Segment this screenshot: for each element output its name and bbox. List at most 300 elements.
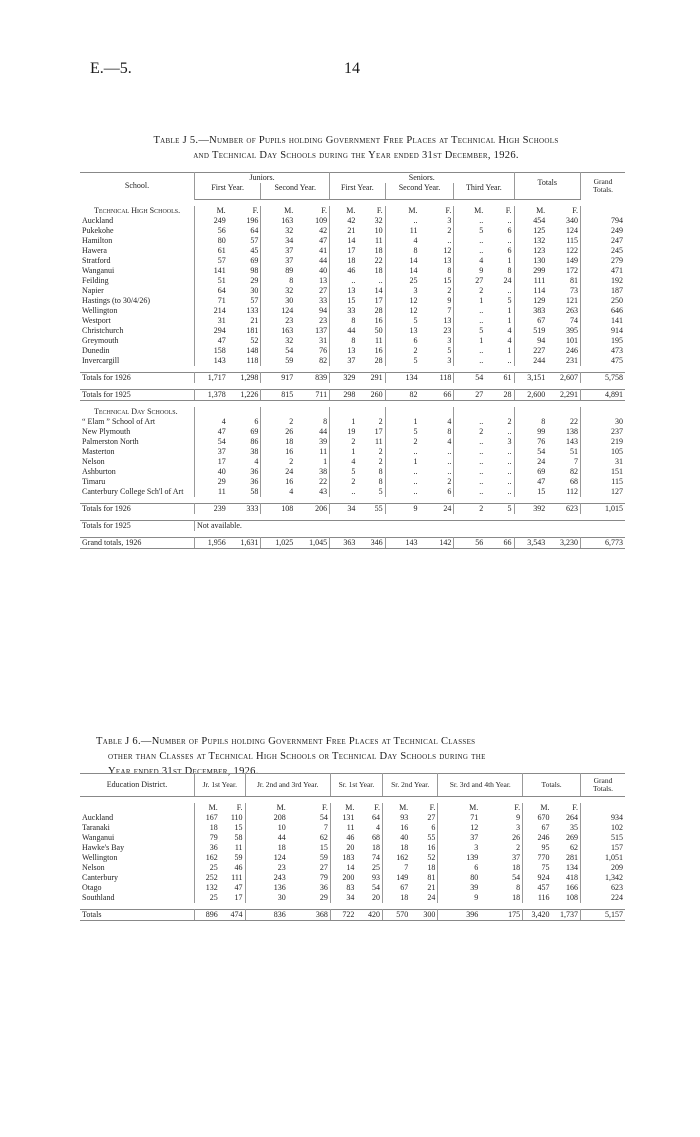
cell: 815: [261, 390, 295, 401]
cell: 368: [288, 910, 331, 921]
cell: 18: [480, 893, 522, 903]
cell: 6,773: [581, 538, 626, 549]
cell: 137: [295, 326, 329, 336]
cell: 30: [277, 893, 286, 902]
cell: 93: [400, 813, 409, 822]
cell: 111: [220, 873, 245, 883]
cell: 2,600: [514, 390, 547, 401]
row-label: “ Elam ” School of Art: [80, 417, 195, 427]
cell: 245: [611, 246, 623, 255]
cell: 69: [537, 467, 546, 476]
cell: 9: [474, 893, 479, 902]
cell: ..: [479, 487, 484, 496]
cell: 89: [285, 266, 294, 275]
cell: 6: [485, 246, 514, 256]
cell: ..: [413, 477, 418, 486]
cell: 55: [357, 504, 385, 515]
cell: 299: [533, 266, 546, 275]
cell: 8: [357, 477, 385, 487]
cell: 18: [285, 437, 294, 446]
empty-cell: [514, 407, 547, 417]
cell: 129: [533, 296, 546, 305]
cell: 15: [220, 823, 245, 833]
cell: 2: [289, 417, 294, 426]
row-label: Nelson: [80, 457, 195, 467]
cell: 227: [533, 346, 546, 355]
cell: 6: [485, 226, 514, 236]
cell: ..: [479, 447, 484, 456]
row-label: Ashburton: [80, 467, 195, 477]
cell: 143: [385, 538, 419, 549]
cell: 75: [541, 863, 550, 872]
empty-cell: [295, 407, 329, 417]
table-row: [80, 296, 625, 306]
cell: 27: [410, 813, 438, 823]
cell: 93: [356, 873, 382, 883]
row-label: Napier: [80, 286, 195, 296]
cell: 1: [479, 296, 484, 305]
row-label: Totals for 1925: [80, 390, 195, 401]
cell: 28: [357, 306, 385, 316]
cell: 28: [485, 390, 514, 401]
cell: 29: [217, 477, 226, 486]
cell: 30: [615, 417, 623, 426]
cell: 76: [295, 346, 329, 356]
cell: 37: [347, 356, 356, 365]
cell: ..: [485, 236, 514, 246]
cell: 67: [537, 316, 546, 325]
cell: 13: [347, 346, 356, 355]
cell: 132: [533, 236, 546, 245]
cell: 722: [330, 910, 356, 921]
cell: 4: [420, 417, 454, 427]
cell: ..: [420, 467, 454, 477]
cell: 64: [228, 226, 261, 236]
mf-header: M.: [408, 206, 418, 215]
cell: 27: [288, 863, 331, 873]
cell: 623: [547, 504, 580, 515]
row-label: Hamilton: [80, 236, 195, 246]
cell: 3,230: [547, 538, 580, 549]
cell: 64: [356, 813, 382, 823]
cell: ..: [413, 447, 418, 456]
cell: 163: [281, 216, 294, 225]
cell: 125: [533, 226, 546, 235]
cell: 2: [420, 286, 454, 296]
cell: 38: [295, 467, 329, 477]
cell: 192: [611, 276, 623, 285]
section-label: Technical High Schools.: [80, 206, 195, 216]
cell: 231: [547, 356, 580, 366]
cell: 69: [228, 256, 261, 266]
cell: 141: [213, 266, 226, 275]
cell: 12: [420, 246, 454, 256]
cell: 224: [611, 893, 623, 902]
cell: 3,420: [523, 910, 552, 921]
cell: 298: [330, 390, 358, 401]
cell: 46: [346, 833, 355, 842]
cell: ..: [351, 487, 356, 496]
row-label: Auckland: [80, 216, 195, 226]
cell: 18: [400, 893, 409, 902]
head-school: School.: [80, 173, 195, 200]
cell: 1: [351, 447, 356, 456]
cell: 40: [217, 467, 226, 476]
cell: 20: [346, 843, 355, 852]
cell: 112: [547, 487, 580, 497]
cell: 95: [541, 843, 550, 852]
cell: 646: [611, 306, 623, 315]
mf-header: M.: [276, 803, 286, 812]
day-totals-1925-row: [80, 521, 625, 532]
cell: 4: [485, 336, 514, 346]
cell: 2: [420, 477, 454, 487]
cell: 475: [611, 356, 623, 365]
cell: 471: [611, 266, 623, 275]
table-row: [80, 266, 625, 276]
cell: 3: [480, 823, 522, 833]
mf-header: M.: [208, 803, 218, 812]
cell: 9: [479, 266, 484, 275]
cell: 68: [547, 477, 580, 487]
cell: 79: [209, 833, 218, 842]
cell: 59: [285, 356, 294, 365]
cell: 670: [537, 813, 550, 822]
cell: 54: [285, 346, 294, 355]
cell: 81: [410, 873, 438, 883]
cell: 195: [611, 336, 623, 345]
cell: 2: [420, 226, 454, 236]
table-row: [80, 853, 625, 863]
totals-1926-row: [80, 373, 625, 384]
empty-cell: [581, 206, 626, 216]
cell: 56: [217, 226, 226, 235]
cell: 244: [533, 356, 546, 365]
cell: ..: [420, 457, 454, 467]
cell: 111: [533, 276, 546, 285]
cell: 47: [217, 336, 226, 345]
cell: 6: [420, 487, 454, 497]
table-row: [80, 356, 625, 366]
cell: 2: [351, 477, 356, 486]
table-j5: [80, 172, 625, 549]
cell: 340: [547, 216, 580, 226]
row-label: Wanganui: [80, 266, 195, 276]
cell: 363: [330, 538, 358, 549]
cell: 99: [537, 427, 546, 436]
head-juniors: Juniors.: [195, 173, 330, 184]
head-jr-second: Second Year.: [261, 183, 330, 193]
cell: 9: [420, 296, 454, 306]
cell: 130: [533, 256, 546, 265]
row-label: Feilding: [80, 276, 195, 286]
cell: 36: [288, 883, 331, 893]
cell: 23: [295, 316, 329, 326]
cell: 291: [357, 373, 385, 384]
cell: 42: [347, 216, 356, 225]
cell: 2,607: [547, 373, 580, 384]
cell: 167: [205, 813, 218, 822]
cell: 172: [547, 266, 580, 276]
cell: 247: [611, 236, 623, 245]
cell: 1: [479, 336, 484, 345]
row-label: Hawera: [80, 246, 195, 256]
cell: ..: [485, 447, 514, 457]
cell: 121: [547, 296, 580, 306]
cell: 239: [195, 504, 228, 515]
cell: 44: [295, 427, 329, 437]
cell: 30: [228, 286, 261, 296]
cell: 329: [330, 373, 358, 384]
cell: 26: [285, 427, 294, 436]
cell: 8: [541, 417, 546, 426]
cell: 14: [347, 236, 356, 245]
cell: ..: [351, 276, 356, 285]
row-label: Grand totals, 1926: [80, 538, 195, 549]
cell: 118: [228, 356, 261, 366]
cell: 4: [221, 417, 226, 426]
cell: 24: [485, 276, 514, 286]
cell: 5: [357, 487, 385, 497]
cell: 139: [466, 853, 479, 862]
cell: 917: [261, 373, 295, 384]
cell: 300: [410, 910, 438, 921]
cell: 8: [413, 246, 418, 255]
cell: 623: [611, 883, 623, 892]
cell: 32: [285, 286, 294, 295]
row-label: Masterton: [80, 447, 195, 457]
cell: 47: [220, 883, 245, 893]
cell: 14: [357, 286, 385, 296]
row-label: Stratford: [80, 256, 195, 266]
cell: 166: [552, 883, 581, 893]
cell: 11: [295, 447, 329, 457]
cell: 214: [213, 306, 226, 315]
cell: 16: [410, 843, 438, 853]
mf-header: F.: [295, 206, 329, 216]
cell: 392: [514, 504, 547, 515]
cell: 1: [351, 417, 356, 426]
cell: 3: [413, 286, 418, 295]
cell: 148: [228, 346, 261, 356]
cell: 418: [552, 873, 581, 883]
cell: 8: [485, 266, 514, 276]
table-row: [80, 216, 625, 226]
cell: 55: [410, 833, 438, 843]
cell: 143: [547, 437, 580, 447]
mf-header: F.: [485, 206, 514, 216]
empty-cell: [228, 407, 261, 417]
cell: 115: [611, 477, 623, 486]
cell: 163: [281, 326, 294, 335]
mf-header: F.: [480, 803, 522, 813]
cell: 47: [295, 236, 329, 246]
row-label: Dunedin: [80, 346, 195, 356]
cell: 24: [285, 467, 294, 476]
cell: 34: [330, 504, 358, 515]
cell: 21: [347, 226, 356, 235]
cell: 4: [228, 457, 261, 467]
cell: 17: [357, 296, 385, 306]
table-row: [80, 457, 625, 467]
cell: 1: [485, 346, 514, 356]
cell: 37: [480, 853, 522, 863]
cell: 5: [351, 467, 356, 476]
totals-1925-row: [80, 390, 625, 401]
row-label: Greymouth: [80, 336, 195, 346]
row-label: Totals for 1925: [80, 521, 195, 532]
head-totals: Totals: [514, 173, 581, 194]
table-j6: [80, 773, 625, 921]
header-row: [80, 774, 625, 797]
cell: 4,891: [581, 390, 626, 401]
section-label: Technical Day Schools.: [80, 407, 195, 417]
cell: 105: [611, 447, 623, 456]
cell: 2: [357, 457, 385, 467]
cell: 18: [400, 843, 409, 852]
cell: 133: [228, 306, 261, 316]
cell: 18: [277, 843, 286, 852]
cell: 94: [295, 306, 329, 316]
cell: 2: [357, 417, 385, 427]
cell: 1,342: [605, 873, 623, 882]
cell: 246: [537, 833, 550, 842]
cell: 5: [479, 226, 484, 235]
cell: 1,298: [228, 373, 261, 384]
cell: 1: [485, 306, 514, 316]
cell: 57: [228, 296, 261, 306]
cell: 8: [295, 417, 329, 427]
cell: 14: [346, 863, 355, 872]
cell: 924: [537, 873, 550, 882]
cell: 11: [409, 226, 418, 235]
cell: ..: [479, 306, 484, 315]
cell: 67: [541, 823, 550, 832]
cell: 4: [485, 326, 514, 336]
cell: 2: [357, 447, 385, 457]
cell: ..: [420, 447, 454, 457]
cell: 260: [357, 390, 385, 401]
cell: ..: [485, 427, 514, 437]
cell: 5: [479, 326, 484, 335]
cell: 157: [611, 843, 623, 852]
cell: 6: [410, 823, 438, 833]
cell: 37: [217, 447, 226, 456]
row-label: Wellington: [80, 853, 195, 863]
page-number: 14: [344, 60, 360, 77]
table-row: [80, 286, 625, 296]
cell: 3,543: [514, 538, 547, 549]
cell: 794: [611, 216, 623, 225]
cell: 7: [404, 863, 409, 872]
cell: 5: [413, 427, 418, 436]
cell: 24: [410, 893, 438, 903]
cell: 17: [347, 246, 356, 255]
empty-cell: [547, 407, 580, 417]
cell: 54: [288, 813, 331, 823]
cell: 57: [217, 256, 226, 265]
cell: 45: [228, 246, 261, 256]
cell: 8: [289, 276, 294, 285]
cell: 59: [288, 853, 331, 863]
cell: 8: [480, 883, 522, 893]
day-totals-1926-row: [80, 504, 625, 515]
cell: 46: [347, 266, 356, 275]
table-row: [80, 236, 625, 246]
mf-header: M.: [399, 803, 409, 812]
not-available-note: Not available.: [195, 521, 626, 532]
table-row: [80, 467, 625, 477]
cell: 94: [537, 336, 546, 345]
cell: 1,737: [552, 910, 581, 921]
cell: 1,226: [228, 390, 261, 401]
cell: 43: [295, 487, 329, 497]
cell: 515: [611, 833, 623, 842]
cell: 15: [537, 487, 546, 496]
cell: 131: [342, 813, 355, 822]
cell: 42: [295, 226, 329, 236]
cell: 162: [205, 853, 218, 862]
table-row: [80, 883, 625, 893]
cell: 132: [205, 883, 218, 892]
cell: 59: [220, 853, 245, 863]
row-label: Canterbury: [80, 873, 195, 883]
table-j6-caption-line1: Table J 6.—Number of Pupils holding Government Free Places at Technical Classes: [96, 736, 476, 747]
grand-totals-row: [80, 538, 625, 549]
cell: 118: [420, 373, 454, 384]
cell: 17: [220, 893, 245, 903]
cell: 19: [347, 427, 356, 436]
cell: 109: [295, 216, 329, 226]
row-label: New Plymouth: [80, 427, 195, 437]
cell: 27: [475, 276, 484, 285]
cell: 11: [357, 336, 385, 346]
cell: ..: [357, 276, 385, 286]
cell: 22: [547, 417, 580, 427]
row-label: Wanganui: [80, 833, 195, 843]
cell: 32: [285, 336, 294, 345]
cell: ..: [485, 467, 514, 477]
cell: 200: [342, 873, 355, 882]
row-label: Southland: [80, 893, 195, 903]
cell: 80: [217, 236, 226, 245]
table-row: [80, 477, 625, 487]
cell: 56: [454, 538, 485, 549]
mf-header: M.: [469, 803, 479, 812]
cell: 67: [400, 883, 409, 892]
cell: 29: [288, 893, 331, 903]
cell: 11: [346, 823, 355, 832]
table-row: [80, 346, 625, 356]
cell: 81: [547, 276, 580, 286]
cell: ..: [485, 286, 514, 296]
cell: 61: [217, 246, 226, 255]
cell: 66: [485, 538, 514, 549]
cell: ..: [479, 356, 484, 365]
cell: 54: [454, 373, 485, 384]
head-grand-totals: Grand Totals.: [581, 173, 626, 200]
cell: 11: [357, 437, 385, 447]
cell: 58: [220, 833, 245, 843]
cell: 21: [228, 316, 261, 326]
cell: 8: [420, 266, 454, 276]
cell: 124: [273, 853, 286, 862]
cell: 3: [474, 843, 479, 852]
cell: 208: [273, 813, 286, 822]
cell: 54: [537, 447, 546, 456]
cell: 4: [420, 437, 454, 447]
cell: 29: [228, 276, 261, 286]
